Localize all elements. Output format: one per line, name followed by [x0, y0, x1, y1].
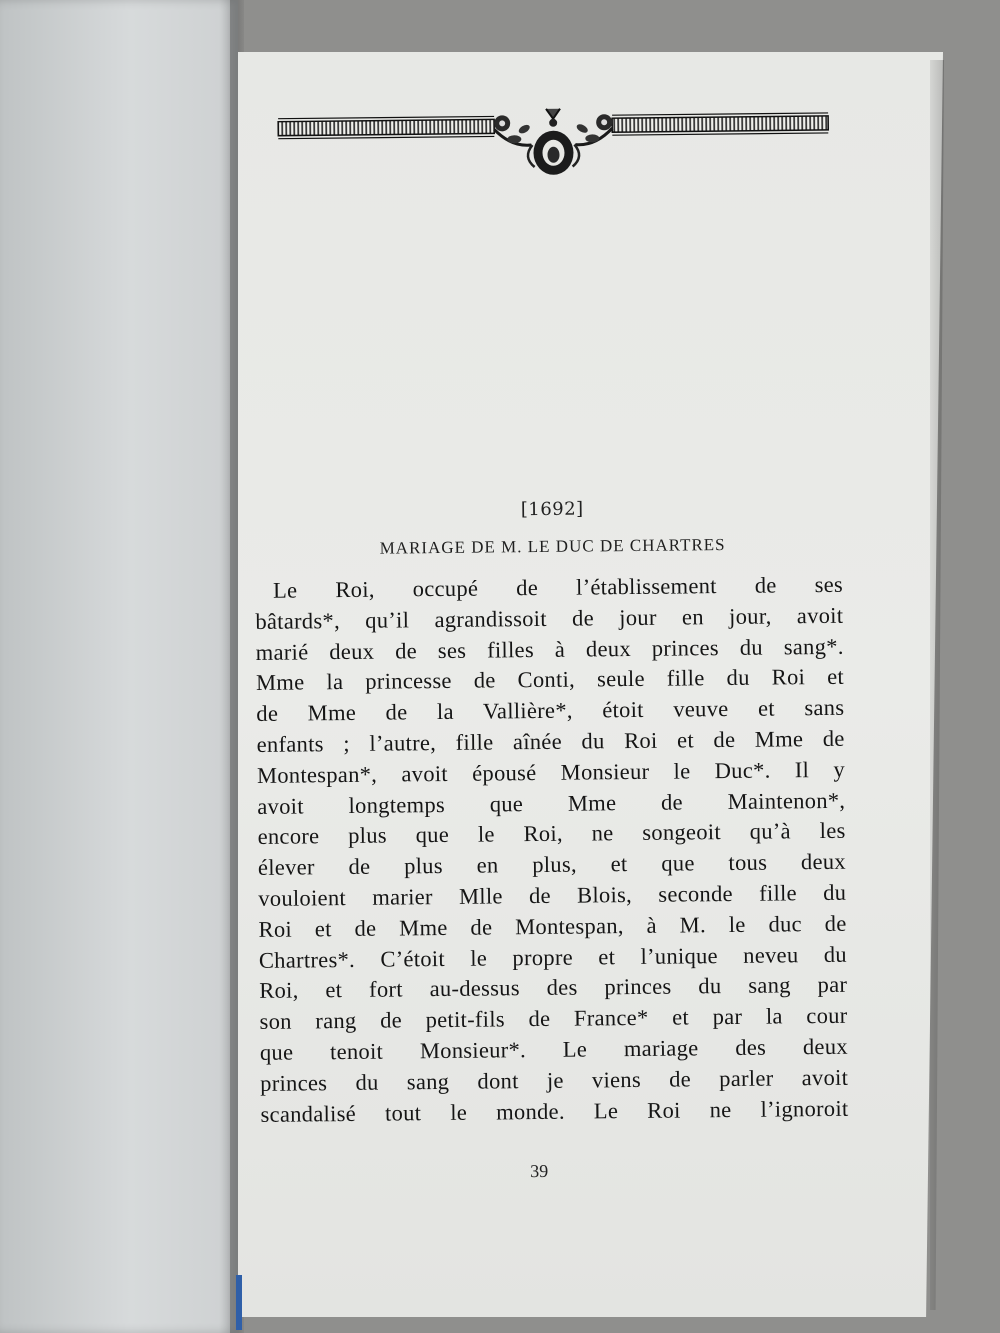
- text-line: encore plus que le Roi, ne songeoit qu’à les: [257, 818, 846, 850]
- text-line: enfants ; l’autre, fille aînée du Roi et de Mme de: [256, 725, 845, 757]
- page-content: [248, 102, 859, 1208]
- text-line: Chartres*. C’étoit le propre et l’unique neveu du: [258, 941, 848, 973]
- floral-headpiece-ornament-icon: [276, 102, 831, 188]
- text-line: marié deux de ses filles à deux princes du sang*.: [255, 633, 844, 665]
- chapter-year: [1692]: [520, 498, 584, 521]
- text-line: de Mme de la Vallière*, étoit veuve et sans: [256, 694, 845, 727]
- page-number: 39: [530, 1160, 549, 1182]
- text-line: bâtards*, qu’il agrandissoit de jour en jour, avoit: [255, 602, 844, 634]
- text-line: vouloient marier Mlle de Blois, seconde fille du: [258, 879, 847, 911]
- text-line: son rang de petit-fils de France* et par la cour: [259, 1002, 848, 1035]
- text-line: Mme la princesse de Conti, seule fille du Roi et: [255, 664, 845, 696]
- body-text: [255, 570, 849, 1130]
- spine-accent: [236, 1275, 242, 1330]
- text-line: Roi, et fort au-dessus des princes du sang par: [259, 972, 848, 1004]
- text-line: Roi et de Mme de Montespan, à M. le duc de: [258, 910, 847, 942]
- text-line: scandalisé tout le monde. Le Roi ne l’ignoroit: [260, 1095, 849, 1127]
- text-line: avoit longtemps que Mme de Maintenon*,: [257, 787, 846, 819]
- text-line: élever de plus en plus, et que tous deux: [257, 848, 847, 881]
- chapter-title: MARIAGE DE M. LE DUC DE CHARTRES: [379, 535, 726, 558]
- left-facing-page: [0, 0, 238, 1333]
- text-line: Le Roi, occupé de l’établissement de ses: [272, 571, 844, 603]
- text-line: que tenoit Monsieur*. Le mariage des deux: [259, 1033, 848, 1065]
- text-line: princes du sang dont je viens de parler avoit: [260, 1064, 849, 1096]
- text-line: Montespan*, avoit épousé Monsieur le Duc*. Il y: [256, 756, 846, 788]
- page-edge-shadow: [930, 60, 944, 1310]
